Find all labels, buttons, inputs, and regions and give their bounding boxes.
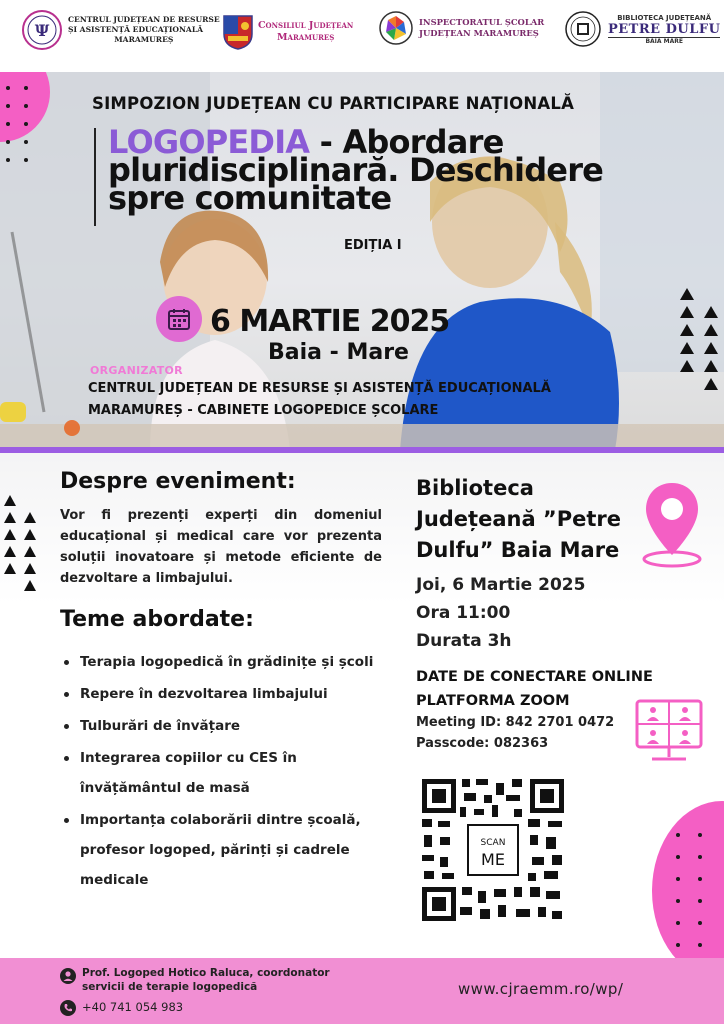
decor-dots-right: [676, 833, 704, 969]
list-item: Tulburări de învățare: [60, 711, 380, 741]
list-item: Importanța colaborării dintre școală, profesor logoped, părinți și cadrele medicale: [60, 805, 380, 895]
biblioteca-emblem-icon: [564, 10, 602, 48]
venue-name: Biblioteca Județeană ”Petre Dulfu” Baia Mare: [416, 476, 621, 562]
organizer-line2: MARAMUREȘ - CABINETE LOGOPEDICE ȘCOLARE: [88, 403, 439, 418]
topics-list: [60, 647, 380, 897]
symposium-subtitle: SIMPOZION JUDEȚEAN CU PARTICIPARE NAȚIONALĂ: [92, 94, 575, 113]
hero-section: [0, 72, 724, 450]
online-line1: DATE DE CONECTARE ONLINE: [416, 669, 653, 685]
consiliu-logo: [222, 14, 353, 50]
organizer-name: [88, 378, 648, 422]
inspectorat-logo: [378, 10, 544, 46]
list-item: Integrarea copiilor cu CES în învățământul de masă: [60, 743, 380, 803]
event-day: Joi, 6 Martie 2025: [416, 575, 586, 595]
qr-me-label: ME: [481, 850, 505, 869]
website-link[interactable]: www.cjraemm.ro/wp/: [458, 980, 624, 998]
contact-phone[interactable]: +40 741 054 983: [82, 1000, 184, 1014]
biblioteca-line2: PETRE DULFU: [608, 21, 721, 37]
biblioteca-line3: BAIA MARE: [608, 37, 720, 45]
event-time: Ora 11:00: [416, 603, 511, 623]
title-highlight: LOGOPEDIA: [108, 123, 310, 161]
biblioteca-line1: BIBLIOTECA JUDEȚEANĂ: [617, 13, 712, 22]
cjrae-logo: [22, 10, 220, 50]
cjrae-logo-text: [68, 15, 220, 45]
cjrae-line3: MARAMUREȘ: [114, 35, 174, 44]
contact-name: Prof. Logoped Hotico Raluca, coordonator servicii de terapie logopedică: [82, 967, 330, 993]
title-accent-bar: [94, 128, 96, 226]
calendar-icon: [167, 307, 191, 331]
event-city: Baia - Mare: [268, 340, 409, 365]
svg-text:Ψ: Ψ: [34, 21, 50, 40]
inspectorat-logo-text: [419, 17, 544, 39]
inspectorat-line2: JUDEȚEAN MARAMUREȘ: [419, 28, 539, 38]
consiliu-line1: Consiliul Județean: [258, 20, 354, 31]
phone-icon: [60, 1000, 76, 1016]
details-section: [0, 453, 724, 958]
cjrae-line2: ȘI ASISTENȚĂ EDUCAȚIONALĂ: [68, 25, 204, 34]
decor-triangles-right: [680, 288, 718, 390]
inspectorat-line1: INSPECTORATUL ȘCOLAR: [419, 17, 545, 27]
organizer-label: ORGANIZATOR: [90, 364, 183, 377]
event-title: [108, 123, 648, 217]
consiliu-line2: Maramureș: [277, 32, 335, 43]
cjrae-emblem-icon: [22, 10, 62, 50]
list-item: Terapia logopedică în grădinițe și școli: [60, 647, 380, 677]
meeting-passcode: Passcode: 082363: [416, 736, 549, 751]
about-heading: Despre eveniment:: [60, 469, 296, 494]
calendar-badge: [156, 296, 202, 342]
online-line2: PLATFORMA ZOOM: [416, 693, 570, 709]
title-rest: - Abordare pluridisciplinară. Deschidere spre comunitate: [108, 123, 604, 217]
topics-heading: Teme abordate:: [60, 607, 254, 632]
cjrae-line1: CENTRUL JUDEȚEAN DE RESURSE: [68, 15, 220, 24]
biblioteca-logo-text: [608, 14, 720, 45]
video-conference-icon: [634, 697, 704, 767]
consiliu-logo-text: [258, 20, 353, 44]
person-icon: [60, 968, 76, 984]
organizer-line1: CENTRUL JUDEȚEAN DE RESURSE ȘI ASISTENȚĂ EDUCAȚIONALĂ: [88, 381, 551, 396]
inspectorat-emblem-icon: [378, 10, 414, 46]
decor-dots-top-left: [6, 86, 30, 162]
about-text: Vor fi prezenți experți din domeniul educațional și medical care vor prezenta soluții inovatoare și metode eficiente de dezvoltare a limbajului.: [60, 508, 382, 586]
biblioteca-logo: [564, 10, 720, 48]
edition-label: EDIȚIA I: [344, 238, 402, 253]
location-pin-icon: [640, 479, 704, 569]
decor-triangles-left: [4, 495, 36, 591]
header-logo-bar: [0, 0, 724, 72]
meeting-id: Meeting ID: 842 2701 0472: [416, 715, 615, 730]
footer-bar: [0, 958, 724, 1024]
qr-scan-label: SCAN: [480, 838, 506, 848]
event-date: 6 MARTIE 2025: [210, 304, 450, 339]
qr-code[interactable]: [418, 775, 568, 925]
coat-of-arms-icon: [222, 14, 254, 50]
event-duration: Durata 3h: [416, 631, 512, 651]
list-item: Repere în dezvoltarea limbajului: [60, 679, 380, 709]
